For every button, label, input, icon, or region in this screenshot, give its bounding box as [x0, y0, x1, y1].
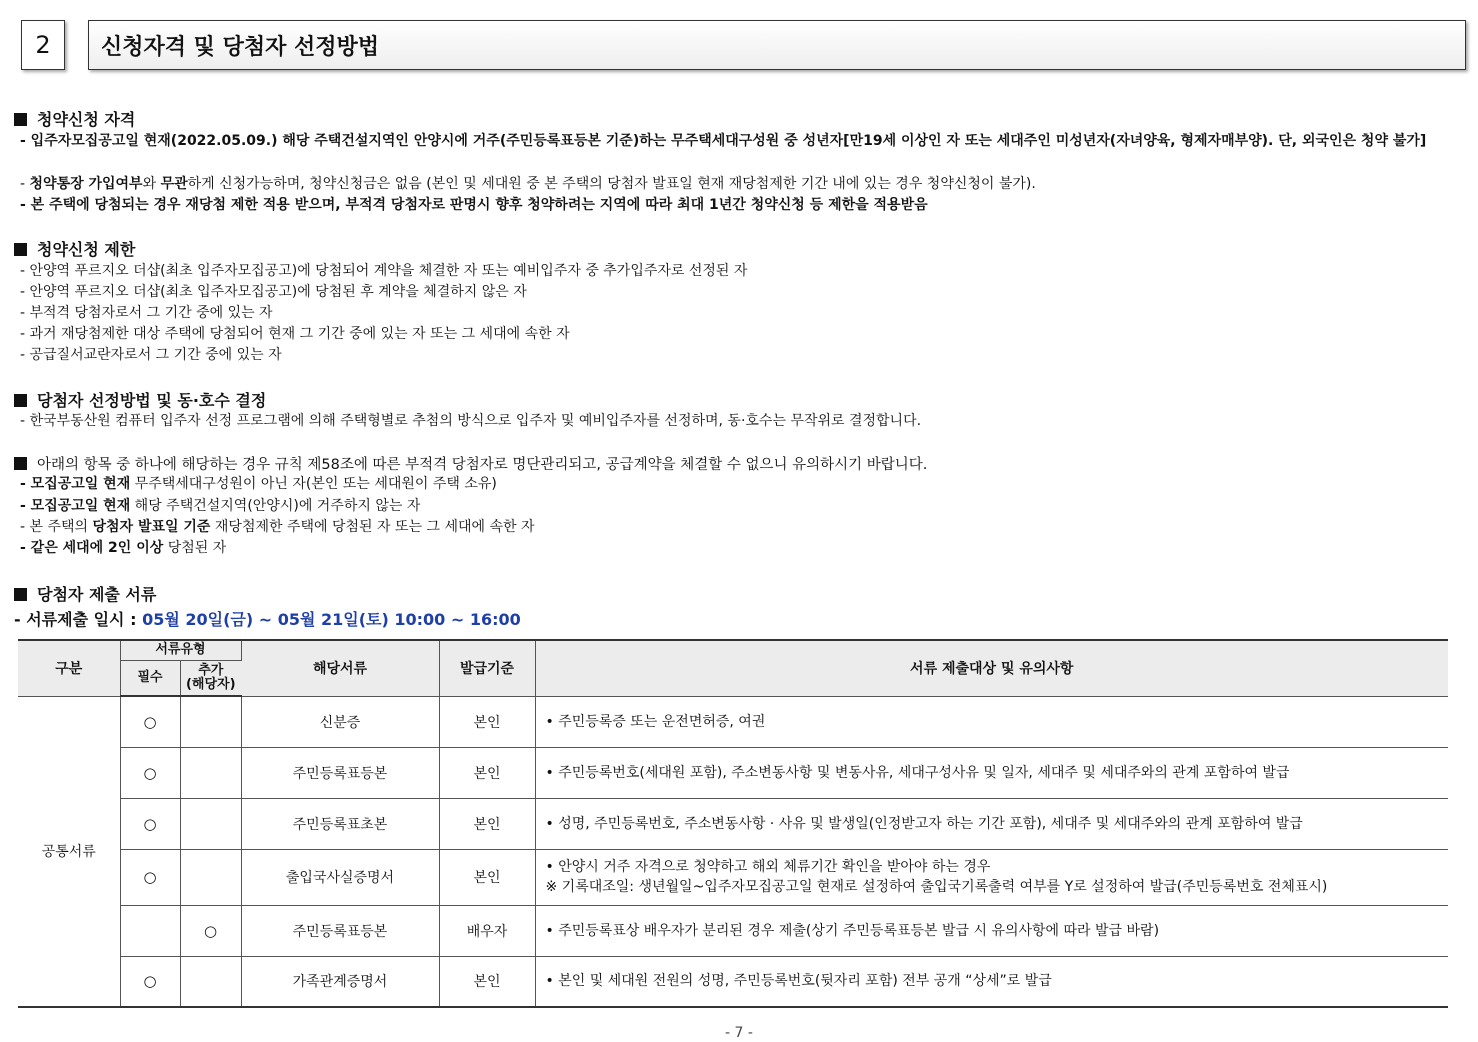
extra-mark — [180, 849, 241, 905]
extra-mark: ○ — [180, 905, 241, 956]
table-row — [18, 798, 1448, 849]
required-mark: ○ — [120, 849, 180, 905]
bold-segment: - 모집공고일 현재 — [20, 476, 131, 492]
eligibility-heading — [14, 107, 135, 130]
document-name: 가족관계증명서 — [241, 956, 439, 1007]
section-title — [88, 20, 1466, 70]
restriction-item: - 안양역 푸르지오 더샵(최초 입주자모집공고)에 당첨된 후 계약을 체결하지 않은 자 — [20, 284, 527, 300]
selection-heading — [14, 388, 266, 411]
document-note — [535, 956, 1448, 1007]
note-line: • 본인 및 세대원 전원의 성명, 주민등록번호(뒷자리 포함) 전부 공개 “상세”로 발급 — [545, 973, 1052, 990]
issue-basis: 본인 — [439, 849, 535, 905]
required-mark: ○ — [120, 956, 180, 1007]
required-mark: ○ — [120, 696, 180, 747]
document-name: 출입국사실증명서 — [241, 849, 439, 905]
document-note — [535, 849, 1448, 905]
document-note — [535, 798, 1448, 849]
note-line: • 주민등록증 또는 운전면허증, 여권 — [545, 713, 766, 730]
square-bullet-icon — [14, 243, 27, 256]
table-row — [18, 747, 1448, 798]
eligibility-line-1: - 입주자모집공고일 현재(2022.05.09.) 해당 주택건설지역인 안양시에 거주(주민등록표등본 기준)하는 무주택세대구성원 중 성년자[만19세 이상인 자 또는 세대주인 미성년자(자녀양육, 형제자매부양). 단, 외국인은 청약 불가] — [20, 133, 1427, 149]
category-cell: 공통서류 — [18, 696, 120, 1007]
header-doc-type: 서류유형 — [120, 640, 241, 660]
square-bullet-icon — [14, 113, 27, 126]
note-line: • 성명, 주민등록번호, 주소변동사항 · 사유 및 발생일(인정받고자 하는 기간 포함), 세대주 및 세대주와의 관계 포함하여 발급 — [545, 815, 1303, 832]
text-segment: - 본 주택의 — [20, 519, 93, 535]
submission-date-line — [14, 607, 521, 630]
submission-date-value: 05월 20일(금) ~ 05월 21일(토) 10:00 ~ 16:00 — [142, 610, 521, 629]
extra-mark — [180, 747, 241, 798]
ineligible-item — [20, 518, 535, 536]
text-segment: - — [20, 176, 30, 192]
text-segment: 해당 주택건설지역(안양시)에 거주하지 않는 자 — [130, 498, 421, 514]
section-number: 2 — [21, 20, 65, 70]
issue-basis: 본인 — [439, 747, 535, 798]
document-note — [535, 696, 1448, 747]
required-mark — [120, 905, 180, 956]
issue-basis: 본인 — [439, 956, 535, 1007]
header-notes: 서류 제출대상 및 유의사항 — [535, 640, 1448, 696]
ineligible-item — [20, 539, 226, 557]
text-segment: 하게 신청가능하며, 청약신청금은 없음 (본인 및 세대원 중 본 주택의 당첨자 발표일 현재 재당첨제한 기간 내에 있는 경우 청약신청이 불가). — [187, 176, 1036, 192]
submission-date-label: - 서류제출 일시 : — [14, 610, 143, 629]
documents-heading-text: 당첨자 제출 서류 — [37, 585, 157, 604]
restriction-item: - 공급질서교란자로서 그 기간 중에 있는 자 — [20, 347, 282, 363]
note-line: • 주민등록번호(세대원 포함), 주소변동사항 및 변동사유, 세대구성사유 및 일자, 세대주 및 세대주와의 관계 포함하여 발급 — [545, 764, 1290, 781]
ineligible-item — [20, 497, 420, 515]
bold-segment: 당첨자 발표일 기준 — [92, 519, 211, 535]
documents-table — [18, 639, 1448, 1008]
restriction-heading — [14, 237, 135, 260]
bold-segment: 청약통장 가입여부 — [29, 176, 143, 192]
table-row — [18, 956, 1448, 1007]
header-extra-line-2: (해당자) — [185, 676, 236, 692]
square-bullet-icon — [14, 457, 27, 470]
ineligible-item — [20, 475, 497, 493]
document-name: 주민등록표등본 — [241, 905, 439, 956]
note-line: • 안양시 거주 자격으로 청약하고 해외 체류기간 확인을 받아야 하는 경우 — [545, 859, 991, 875]
table-row — [18, 849, 1448, 905]
document-name: 주민등록표초본 — [241, 798, 439, 849]
bold-segment: - 같은 세대에 2인 이상 — [20, 540, 164, 556]
required-mark: ○ — [120, 747, 180, 798]
bold-segment: 무관 — [160, 176, 188, 192]
bold-segment: - 모집공고일 현재 — [20, 498, 131, 514]
issue-basis: 본인 — [439, 798, 535, 849]
table-row — [18, 696, 1448, 747]
header-document: 해당서류 — [241, 640, 439, 696]
issue-basis: 본인 — [439, 696, 535, 747]
selection-line: - 한국부동산원 컴퓨터 입주자 선정 프로그램에 의해 주택형별로 추첨의 방식으로 입주자 및 예비입주자를 선정하며, 동·호수는 무작위로 결정합니다. — [20, 413, 922, 429]
restriction-item: - 안양역 푸르지오 더샵(최초 입주자모집공고)에 당첨되어 계약을 체결한 자 또는 예비입주자 중 추가입주자로 선정된 자 — [20, 263, 748, 279]
ineligible-heading-text: 아래의 항목 중 하나에 해당하는 경우 규칙 제58조에 따른 부적격 당첨자로 명단관리되고, 공급계약을 체결할 수 없으니 유의하시기 바랍니다. — [37, 457, 928, 473]
table-row — [18, 905, 1448, 956]
header-required: 필수 — [120, 660, 180, 696]
square-bullet-icon — [14, 588, 27, 601]
square-bullet-icon — [14, 394, 27, 407]
selection-heading-text: 당첨자 선정방법 및 동·호수 결정 — [37, 391, 267, 410]
text-segment: 무주택세대구성원이 아닌 자(본인 또는 세대원이 주택 소유) — [130, 476, 497, 492]
documents-heading — [14, 582, 156, 605]
eligibility-line-2 — [20, 175, 1036, 193]
header-extra — [180, 660, 241, 696]
header-extra-line-1: 추가 — [198, 662, 224, 678]
extra-mark — [180, 956, 241, 1007]
note-line: ※ 기록대조일: 생년월일~입주자모집공고일 현재로 설정하여 출입국기록출력 여부를 Y로 설정하여 발급(주민등록번호 전체표시) — [545, 879, 1328, 895]
page-number: - 7 - — [725, 1025, 753, 1041]
text-segment: 재당첨제한 주택에 당첨된 자 또는 그 세대에 속한 자 — [210, 519, 535, 535]
restriction-item: - 부적격 당첨자로서 그 기간 중에 있는 자 — [20, 305, 273, 321]
issue-basis: 배우자 — [439, 905, 535, 956]
document-name: 주민등록표등본 — [241, 747, 439, 798]
text-segment: 와 — [142, 176, 161, 192]
extra-mark — [180, 798, 241, 849]
header-category: 구분 — [18, 640, 120, 696]
document-note — [535, 905, 1448, 956]
extra-mark — [180, 696, 241, 747]
text-segment: 당첨된 자 — [163, 540, 227, 556]
note-line: • 주민등록표상 배우자가 분리된 경우 제출(상기 주민등록표등본 발급 시 유의사항에 따라 발급 바람) — [545, 922, 1160, 939]
document-name: 신분증 — [241, 696, 439, 747]
eligibility-heading-text: 청약신청 자격 — [37, 110, 136, 129]
section-title-text: 신청자격 및 당첨자 선정방법 — [101, 34, 380, 60]
eligibility-line-3: - 본 주택에 당첨되는 경우 재당첨 제한 적용 받으며, 부적격 당첨자로 판명시 향후 청약하려는 지역에 따라 최대 1년간 청약신청 등 제한을 적용받음 — [20, 197, 928, 213]
restriction-item: - 과거 재당첨제한 대상 주택에 당첨되어 현재 그 기간 중에 있는 자 또는 그 세대에 속한 자 — [20, 326, 570, 342]
ineligible-heading — [14, 453, 927, 474]
restriction-heading-text: 청약신청 제한 — [37, 240, 136, 259]
header-basis: 발급기준 — [439, 640, 535, 696]
required-mark: ○ — [120, 798, 180, 849]
document-note — [535, 747, 1448, 798]
